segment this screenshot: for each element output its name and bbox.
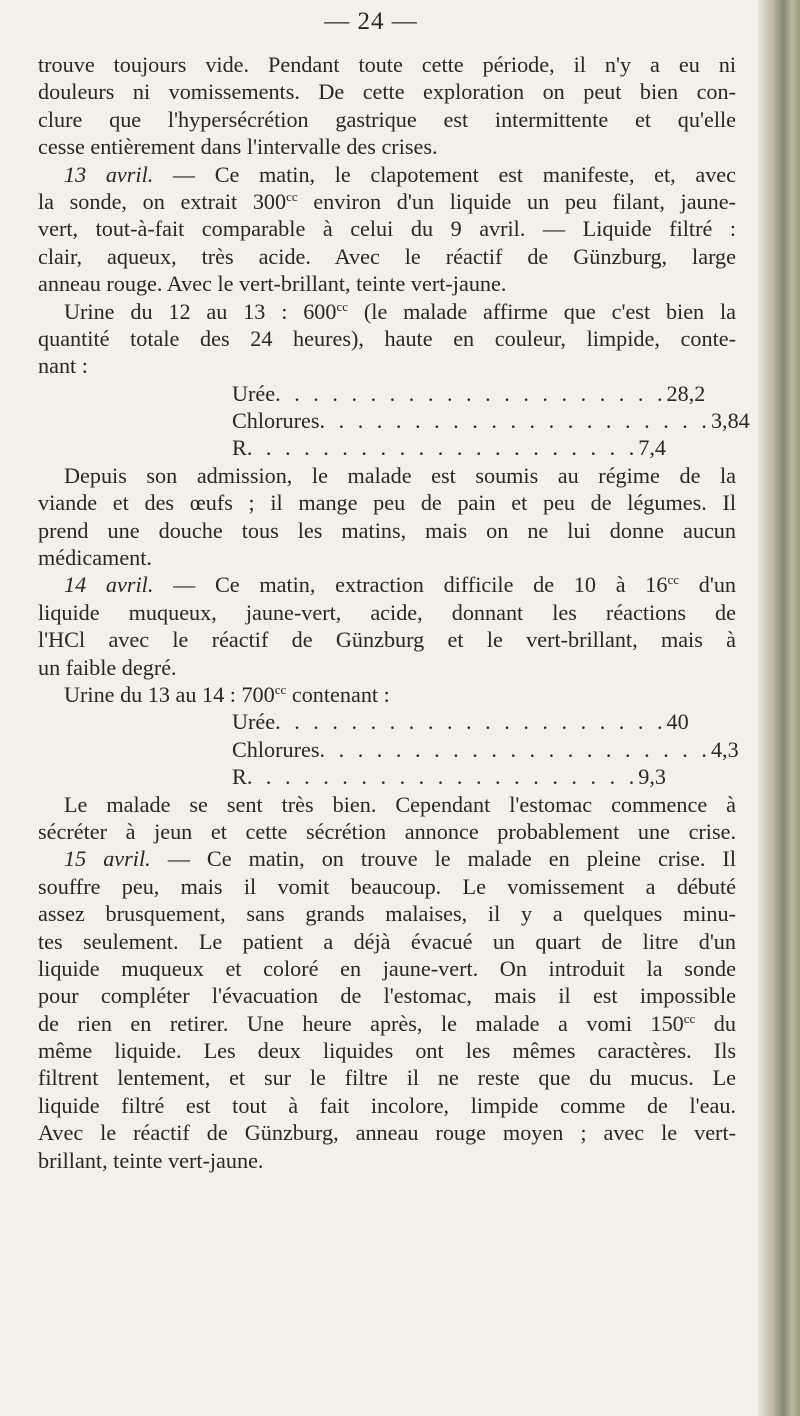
text-span: Urine du 13 au 14 : 700 [64, 681, 275, 707]
text-line: trouve toujours vide. Pendant toute cette période, il n'y a eu ni [38, 52, 736, 77]
text-span: Urine du 12 au 13 : 600 [64, 298, 337, 324]
text-line: cesse entièrement dans l'intervalle des crises. [38, 134, 438, 160]
text-span: — Ce matin, on trouve le malade en pleine crise. Il [150, 846, 736, 872]
analysis-label: R [232, 764, 247, 790]
text-span: — Ce matin, le clapotement est manifeste, et, avec [153, 161, 737, 187]
text-line: souffre peu, mais il vomit beaucoup. Le vomissement a débuté [38, 873, 736, 899]
text-line: sécréter à jeun et cette sécrétion annonce probablement une crise. [38, 818, 736, 844]
analysis-value: 28,2 [666, 380, 706, 406]
entry-date: 14 avril. [64, 572, 154, 598]
text-line: filtrent lentement, et sur le filtre il ne reste que du mucus. Le [38, 1065, 736, 1091]
text-line: clair, aqueux, très acide. Avec le réactif de Günzburg, large [38, 243, 736, 269]
analysis-value: 40 [666, 709, 689, 735]
text-span: d'un [679, 572, 737, 598]
entry-date: 15 avril. [64, 846, 151, 872]
text-line: liquide muqueux, jaune-vert, acide, donnant les réactions de [38, 599, 736, 625]
entry-15-line [38, 845, 736, 872]
entry-13-line [38, 188, 736, 215]
leader-dots: . . . . . . . . . . . . . . . . . . . . . [319, 736, 711, 762]
leader-dots: . . . . . . . . . . . . . . . . . . . . . [246, 435, 639, 461]
urine-line [38, 298, 736, 325]
analysis-label: Urée [232, 380, 276, 406]
text-line: Depuis son admission, le malade est soumis au régime de la [64, 462, 736, 488]
analysis-label: R [232, 435, 247, 461]
text-line: vert, tout-à-fait comparable à celui du 9 avril. — Liquide filtré : [38, 216, 736, 242]
urine-line [38, 681, 736, 708]
leader-dots: . . . . . . . . . . . . . . . . . . . . . [319, 408, 711, 434]
analysis-label: Chlorures [232, 408, 320, 434]
text-line: nant : [38, 353, 88, 379]
text-line: clure que l'hypersécrétion gastrique est intermittente et qu'elle [38, 106, 736, 132]
analysis-row [232, 736, 739, 763]
text-line: assez brusquement, sans grands malaises, il y a quelques minu- [38, 901, 736, 927]
unit-sup: cc [274, 681, 287, 697]
analysis-label: Urée [232, 709, 276, 735]
text-line: douleurs ni vomissements. De cette exploration on peut bien con- [38, 79, 736, 105]
text-span: du [695, 1010, 736, 1036]
text-line: anneau rouge. Avec le vert-brillant, teinte vert-jaune. [38, 271, 507, 297]
text-line: Avec le réactif de Günzburg, anneau rouge moyen ; avec le vert- [38, 1120, 736, 1146]
text-span: la sonde, on extrait 300 [38, 188, 287, 214]
text-line: Le malade se sent très bien. Cependant l'estomac commence à [64, 791, 736, 817]
analysis-value: 7,4 [638, 435, 666, 461]
analysis-value: 3,84 [710, 408, 750, 434]
text-span: contenant : [286, 681, 390, 707]
text-line: l'HCl avec le réactif de Günzburg et le vert-brillant, mais à [38, 627, 736, 653]
vomit-line [38, 1010, 736, 1037]
text-span: — Ce matin, extraction difficile de 10 à 16 [153, 572, 668, 598]
leader-dots: . . . . . . . . . . . . . . . . . . . . . [246, 764, 639, 790]
unit-sup: cc [286, 188, 298, 204]
analysis-row [232, 380, 706, 407]
text-line: un faible degré. [38, 654, 177, 680]
text-line: viande et des œufs ; il mange peu de pain et peu de légumes. Il [38, 490, 736, 516]
analysis-row [232, 763, 666, 790]
entry-date: 13 avril. [64, 161, 154, 187]
unit-sup: cc [683, 1010, 696, 1026]
text-line: quantité totale des 24 heures), haute en couleur, limpide, conte- [38, 325, 736, 351]
analysis-value: 4,3 [710, 736, 739, 762]
analysis-row [232, 407, 750, 434]
text-span: environ d'un liquide un peu filant, jaune- [297, 188, 736, 214]
text-line: liquide filtré est tout à fait incolore, limpide comme de l'eau. [38, 1092, 736, 1118]
text-line: brillant, teinte vert-jaune. [38, 1147, 264, 1173]
analysis-row [232, 434, 666, 461]
unit-sup: cc [667, 572, 680, 588]
analysis-row [232, 708, 689, 735]
entry-14-line [38, 571, 736, 598]
page-number: — 24 — [324, 8, 418, 35]
unit-sup: cc [336, 298, 349, 314]
text-line: pour compléter l'évacuation de l'estomac, mais il est impossible [38, 983, 736, 1009]
text-line: prend une douche tous les matins, mais on ne lui donne aucun [38, 517, 736, 543]
analysis-value: 9,3 [638, 764, 666, 790]
leader-dots: . . . . . . . . . . . . . . . . . . . . . [275, 709, 667, 735]
text-line: médicament. [38, 545, 152, 571]
text-line: même liquide. Les deux liquides ont les mêmes caractères. Ils [38, 1038, 736, 1064]
analysis-label: Chlorures [232, 736, 320, 762]
entry-13-line [38, 161, 736, 188]
page-text [38, 51, 750, 1174]
text-line: liquide muqueux et coloré en jaune-vert. On introduit la sonde [38, 955, 736, 981]
leader-dots: . . . . . . . . . . . . . . . . . . . . . [275, 380, 667, 406]
text-line: tes seulement. Le patient a déjà évacué un quart de litre d'un [38, 928, 736, 954]
text-span: de rien en retirer. Une heure après, le malade a vomi 150 [38, 1010, 684, 1036]
page-edge [758, 0, 800, 1416]
text-span: (le malade affirme que c'est bien la [348, 298, 736, 324]
